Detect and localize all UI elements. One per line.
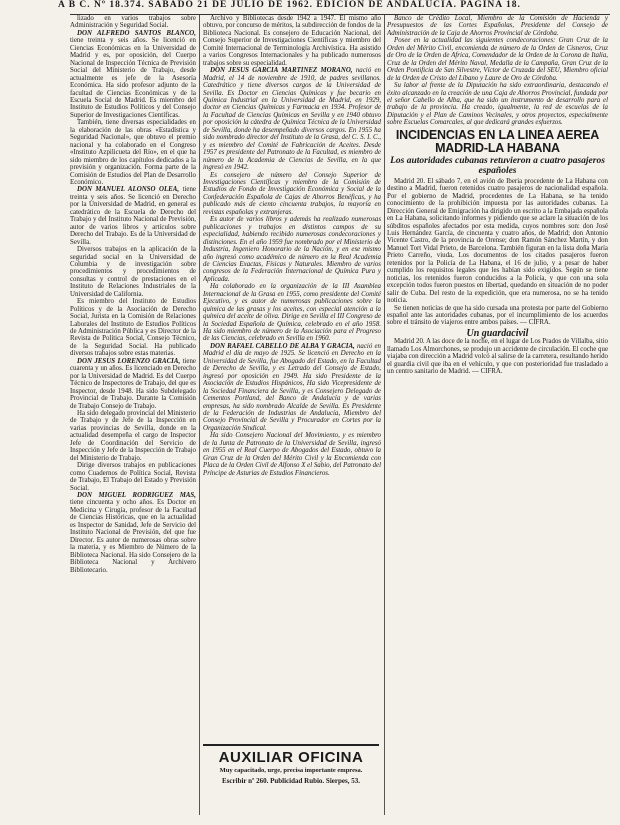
page-header: A B C. Nº 18.374. SABADO 21 DE JULIO DE 1962. EDICION DE ANDALUCIA. PAGINA 18.: [58, 0, 521, 10]
paragraph: Es autor de varios libros y además ha realizado numerosas publicaciones y trabajos en distintos campos de su especialidad, habiendo recibido numerosas condecoraciones y distinciones. En el año 1959 fue nombrado por el Ministerio de Industria, Ingeniero Honorario de la Nación, y en ese mismo año ingresó como académico de número en la Real Academia de Ciencias Exactas, Físicas y Naturales. Miembro de varios congresos de la Federación Internacional de Química Pura y Aplicada.: [203, 216, 381, 283]
paragraph: Se tienen noticias de que ha sido cursada una protesta por parte del Gobierno español ante las autoridades cubanas, por el incumplimiento de los acuerdos sobre el tránsito de viajeros entre ambos países. — CIFRA.: [387, 304, 608, 327]
ad-contact: Escribir nº 260. Publicidad Rubio. Sierpes, 53.: [222, 776, 360, 785]
paragraph: DON MIGUEL RODRIGUEZ MAS, tiene cincuenta y ocho años. Es Doctor en Medicina y Cirugía, profesor de la Facultad de Ciencias Históricas, que en la actualidad es Inspector de Sanidad, Jefe de Servicio del Instituto Nacional de Previsión, del que fue Director. Es autor de numerosas obras sobre la materia, y es Miembro de Número de la Biblioteca Nacional. Ha sido Consejero de la Biblioteca Nacional y Archivero Bibliotecario.: [70, 492, 196, 574]
paragraph: lizado en varios trabajos sobre Administración y Seguridad Social.: [70, 15, 196, 30]
paragraph: Ha sido Consejero Nacional del Movimiento, y es miembro de la Junta de Patronato de la Universidad de Sevilla, ingresó en 1955 en el Real Cuerpo de Abogados del Estado, obtuvo la Gran Cruz de la Orden del Mérito Civil y la Encomienda con Placa de la Orden Civil de Alfonso X el Sabio, del Patronato del Príncipe de Asturias de Estudios Financieros.: [203, 432, 381, 477]
paragraph: Diversos trabajos en la aplicación de la seguridad social en la Universidad de Columbia y de investigación sobre procedimientos y procedimientos de consultas y control de prestaciones en el Instituto de Relaciones Industriales de la Universidad de California.: [70, 246, 196, 298]
paragraph: Su labor al frente de la Diputación ha sido extraordinaria, destacando el éxito alcanzado en la creación de una Caja de Ahorros Provincial, fundada por el señor Cabello de Alba, que ha sido un instrumento de desarrollo para el trabajo de la provincia. Ha creado, igualmente, la red de escuelas de la Diputación y el Plan de Caminos Vecinales, y otros proyectos, especialmente sobre Escuelas Comarcales, al que dedicará grandes esfuerzos.: [387, 82, 608, 127]
paragraph: DON JESUS LORENZO GRACIA, tiene cuarenta y un años. Es licenciado en Derecho por la Universidad de Madrid. Es del Cuerpo Técnico de Inspectores de Trabajo, del que es Inspector, desde 1948. Ha sido Subdelegado Provincial de Trabajo. Durante la Comisión de Trabajo Consejo de Trabajo.: [70, 357, 196, 410]
column-divider: [199, 15, 200, 815]
ad-text: Muy capacitado, urge, precisa importante empresa.: [219, 767, 363, 774]
paragraph: Es miembro del Instituto de Estudios Políticos y de la Asociación de Derecho Social, Jurista en la Comisión de Relaciones Laborales del Instituto de Estudios Políticos de Administración Pública y es Director de la Revista de Política Social, Consejo Técnico, de la Seguridad Social. Ha publicado diversos trabajos sobre estas materias.: [70, 298, 196, 358]
paragraph: Ha sido delegado provincial del Ministerio de Trabajo y de Jefe de la Inspección en varias provincias de Sevilla, donde en la actualidad desempeña el cargo de Inspector Jefe de Coordinación del Servicio de Inspección y Jefe de la Inspección de Trabajo del Ministerio de Trabajo.: [70, 410, 196, 462]
paragraph: DON ALFREDO SANTOS BLANCO, tiene treinta y seis años. Se licenció en Ciencias Económicas en la Universidad de Madrid y es, por oposición, del Cuerpo Nacional de Inspección Técnica de Previsión Social del Ministerio de Trabajo, desde actualmente es jefe de la Asesoría Económica. Ha sido profesor adjunto de la facultad de Ciencias Económicas y de la Escuela Social de Madrid. Es miembro del Instituto de Estudios Políticos y del Consejo Superior de Investigaciones Científicas.: [70, 29, 196, 119]
headline: INCIDENCIAS EN LA LINEA AEREA MADRID-LA HABANA: [395, 127, 600, 155]
ad-title: AUXILIAR OFICINA: [218, 749, 364, 766]
paragraph: DON RAFAEL CABELLO DE ALBA Y GRACIA, nació en Madrid el día de mayo de 1925. Se licenció en Derecho en la Universidad de Sevilla, fue Abogado del Estado, en la Facultad de Derecho de Sevilla, y es Letrado del Consejo de Estado, ingresó por oposición en 1949. Ha sido Presidente de la Asociación de Estudios Hispánicos, Ha sido Vicepresidente de la Sociedad Financiera de Sevilla, y es Consejero Delegado de Cementos Portland, del Banco de Andalucía y de varias empresas, ha sido nombrado Alcalde de Sevilla. Es Presidente de la Federación de Industrias de Andalucía, Miembro del Consejo Provincial de Sevilla y Procurador en Cortes por la Organización Sindical.: [203, 342, 381, 432]
paragraph: Es consejero de número del Consejo Superior de Investigaciones Científicas y miembro de la Comisión de Estudios de Fondo de Investigación Económica y Social de la Confederación Española de Cajas de Ahorros Benéficas, y ha publicado más de ciento cincuenta trabajos, la mayoría en revistas españolas y extranjeras.: [203, 171, 381, 216]
paragraph: Banco de Crédito Local, Miembro de la Comisión de Hacienda y Presupuestos de las Cortes Españolas, Presidente del Consejo de Administración de la Caja de Ahorros Provincial de Córdoba.: [387, 15, 608, 37]
classified-ad: [203, 744, 379, 814]
paragraph: DON MANUEL ALONSO OLEA, tiene treinta y seis años. Se licenció en Derecho por la Universidad de Madrid, en general es catedrático de la Escuela de Derecho del Trabajo y del Instituto Nacional de Previsión, autor de varios libros y artículos sobre Derecho del Trabajo. Es de la Universidad de Sevilla.: [70, 186, 196, 246]
paragraph: También, tiene diversas especialidades en la elaboración de las obras «Estadística y Seguridad Nacional», que obtuvo el premio nacional y ha colaborado en el Congreso «Instituto Azpilicueta del Río», en el que ha sido miembro de los capítulos dedicados a la previsión y organización. Forma parte de la Comisión de Estudios del Plan de Desarrollo Económico.: [70, 119, 196, 186]
person-name: DON JESUS GARCIA MARTINEZ MORANO,: [210, 67, 353, 75]
person-name: DON JESUS LORENZO GRACIA,: [77, 357, 181, 365]
paragraph: Madrid 20. El sábado 7, en el avión de Iberia procedente de La Habana con destino a Madrid, fueron retenidos cuatro pasajeros de nacionalidad española. Por el gobierno de Madrid, procedentes de La Habana, se ha tenido conocimiento de la prohibición impuesta por las autoridades cubanas. La Dirección General de Emigración ha dirigido un escrito a la Embajada española en La Habana, solicitando informes y pidiendo que se aclare la situación de los súbditos españoles afectados por esta medida, cuyos nombres son: don José Luis Hernández García, de cincuenta y cuatro años, de Madrid; don Antonio Vicente Castro, de la provincia de Orense; don Ramón Sánchez Martín, y don Manuel Tort Vidal Prieto, de Barcelona. También figuran en la lista doña María Prieto Carreño, viuda, Los documentos de los citados pasajeros fueron retenidos por la Policía de La Habana, el 16 de julio, y a pesar de haber cumplido los requisitos legales que les habían sido exigidos. Según se tiene noticias, los retenidos fueron conducidos a la Policía, y que con una sola excepción todos fueron puestos en libertad, quedando en situación de no poder salir de Cuba. Del resto de la expedición, que era numerosa, no se ha tenido noticia.: [387, 177, 608, 305]
column-divider: [384, 15, 385, 815]
column-1: [70, 15, 196, 811]
paragraph: Madrid 20. A las doce de la noche, en el lugar de Los Prados de Villalba, sitio llamado Los Almorchones, se produjo un accidente de circulación. El coche que viajaba con dirección a Madrid volcó al salirse de la carretera, resultando herido el guardia civil que iba en el vehículo, y que con posterioridad fue trasladado a un centro sanitario de Madrid. — CIFRA.: [387, 338, 608, 376]
paragraph: Ha colaborado en la organización de la III Asamblea Internacional de la Grasa en 1955, como presidente del Comité Ejecutivo, y es autor de numerosas publicaciones sobre la química de las grasas y los aceites, con especial atención a la química del aceite de oliva. Dirige en Sevilla el III Congreso de la Sociedad Española de Química, celebrado en el año 1958. Ha sido miembro de número de la Asociación para el Progreso de las Ciencias, celebrado en Sevilla en 1960.: [203, 283, 381, 343]
person-name: DON RAFAEL CABELLO DE ALBA Y GRACIA,: [210, 342, 355, 350]
person-name: DON ALFREDO SANTOS BLANCO,: [77, 29, 196, 37]
person-name: DON MANUEL ALONSO OLEA,: [77, 186, 180, 194]
headline: Un guardacivil: [466, 327, 529, 339]
paragraph: Posee en la actualidad las siguientes condecoraciones: Gran Cruz de la Orden del Mérito Civil, encomienda de número de la Orden de Cisneros, Cruz de Oro de la Orden de Africa, Comendador de la Orden de la Corona de Italia, Cruz de la Orden del Mérito Naval, Medalla de la Campaña, Gran Cruz de la Orden Pontificia de San Silvestre, Víctor de Cruzada del SEU, Miembro oficial de la Orden de Cristo del Líbano y Laure de Oro de Córdoba.: [387, 37, 608, 82]
column-3: [387, 15, 608, 811]
person-name: DON MIGUEL RODRIGUEZ MAS,: [77, 492, 196, 499]
column-2: [203, 15, 381, 741]
paragraph: DON JESUS GARCIA MARTINEZ MORANO, nació en Madrid, el 14 de noviembre de 1910, de padres sevillanos. Catedrático y tiene diversos cargos de la Universidad de Sevilla. Es Doctor en Ciencias Químicas y fue becario en Química Industrial en la Universidad de Madrid, en 1929, doctor en Ciencias Químicas y Farmacia en 1934. Profesor de la Facultad de Ciencias Químicas en Sevilla y en 1940 obtuvo por oposición la cátedra de Química Técnica de la Universidad de Sevilla, donde ha desempeñado diversos cargos. En 1955 ha sido nombrado director del Instituto de la Grasa, del C. S. I. C., y es miembro del Comité de Fabricación de Aceites. Desde 1957 es presidente del Patronato de la Facultad, es miembro de número de la Academia de Ciencias de Sevilla, en la que ingresó en 1942.: [203, 67, 381, 172]
paragraph: Dirige diversos trabajos en publicaciones como Cuadernos de Política Social, Revista de Trabajo, El Trabajo del Estado y Previsión Social.: [70, 462, 196, 492]
paragraph: Archivo y Bibliotecas desde 1942 a 1947. El mismo año obtuvo, por concurso de méritos, la subdirección de fondos de la Biblioteca Nacional. Es consejero de Educación Nacional, del Consejo Superior de Investigaciones Científicas y miembro del Comité Internacional de Terminología Archivística. Ha asistido a varios Congresos Internacionales y ha publicado numerosos trabajos sobre su especialidad.: [203, 15, 381, 67]
subheadline: Los autoridades cubanas retuvieron a cuatro pasajeros españoles: [390, 155, 605, 176]
